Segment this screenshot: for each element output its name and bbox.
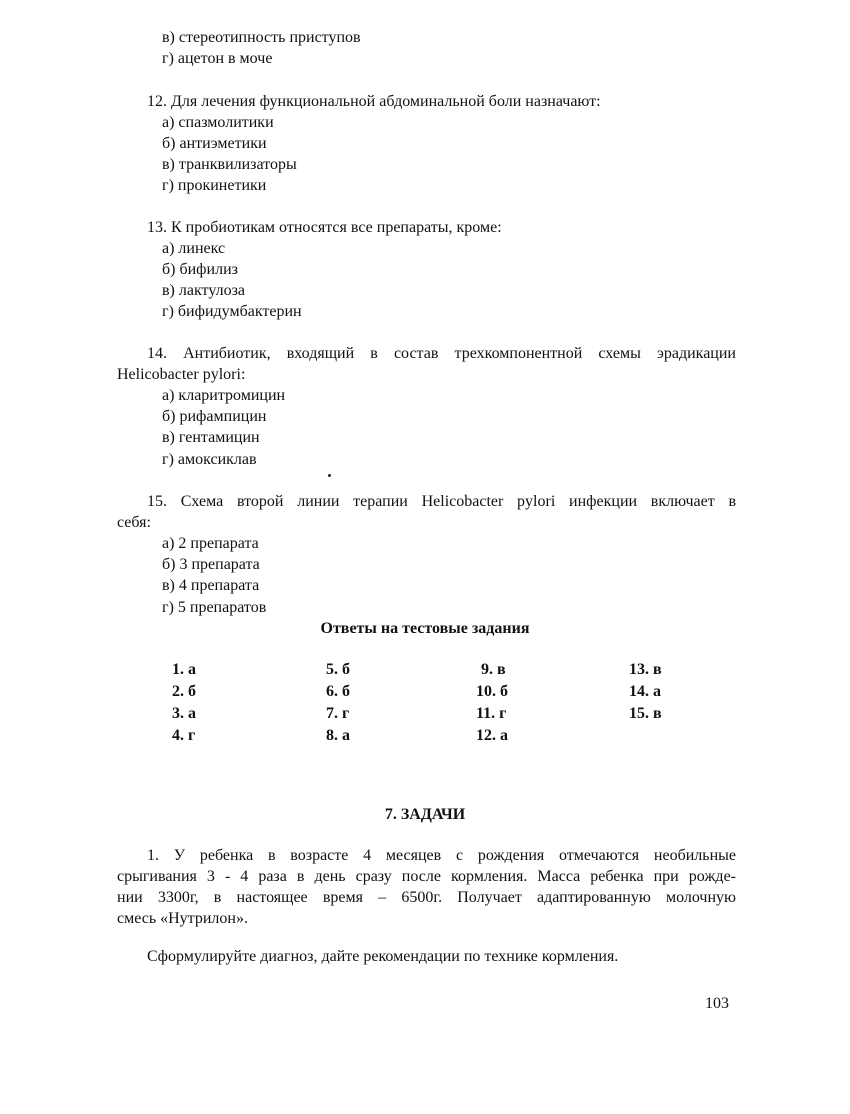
q13-option-g: г) бифидумбактерин bbox=[162, 303, 302, 320]
answer-14: 14. а bbox=[629, 683, 661, 700]
stray-dot bbox=[328, 474, 331, 477]
tasks-heading: 7. ЗАДАЧИ bbox=[384, 806, 466, 823]
q14-option-a: а) кларитромицин bbox=[162, 387, 286, 404]
q14-question-line1: 14. Антибиотик, входящий в состав трехкомпонентной схемы эрадикации bbox=[147, 345, 736, 362]
q15-option-v: в) 4 препарата bbox=[162, 577, 260, 594]
q12-option-b: б) антиэметики bbox=[162, 135, 267, 152]
answer-12: 12. а bbox=[476, 727, 508, 744]
q11-option-g: г) ацетон в моче bbox=[162, 50, 273, 67]
q13-option-v: в) лактулоза bbox=[162, 282, 246, 299]
q12-option-v: в) транквилизаторы bbox=[162, 156, 297, 173]
q13-option-b: б) бифилиз bbox=[162, 261, 238, 278]
q14-option-g: г) амоксиклав bbox=[162, 451, 257, 468]
task1-line2: срыгивания 3 - 4 раза в день сразу после кормления. Масса ребенка при рожде- bbox=[117, 868, 736, 885]
answers-heading: Ответы на тестовые задания bbox=[320, 620, 530, 637]
q15-question-line1: 15. Схема второй линии терапии Helicobacter pylori инфекции включает в bbox=[147, 493, 736, 510]
answer-9: 9. в bbox=[481, 661, 506, 678]
task1-instruction: Сформулируйте диагноз, дайте рекомендации по технике кормления. bbox=[147, 948, 619, 965]
q12-option-a: а) спазмолитики bbox=[162, 114, 274, 131]
answer-4: 4. г bbox=[172, 727, 196, 744]
q14-option-b: б) рифампицин bbox=[162, 408, 267, 425]
q15-option-a: а) 2 препарата bbox=[162, 535, 259, 552]
answer-7: 7. г bbox=[326, 705, 350, 722]
answer-2: 2. б bbox=[172, 683, 196, 700]
q14-option-v: в) гентамицин bbox=[162, 429, 260, 446]
answer-6: 6. б bbox=[326, 683, 350, 700]
answer-15: 15. в bbox=[629, 705, 662, 722]
q13-option-a: а) линекс bbox=[162, 240, 226, 257]
q12-question: 12. Для лечения функциональной абдоминальной боли назначают: bbox=[147, 93, 601, 110]
q14-question-line2: Helicobacter pylori: bbox=[117, 366, 246, 383]
answer-1: 1. а bbox=[172, 661, 196, 678]
q15-question-line2: себя: bbox=[117, 514, 151, 531]
q11-option-v: в) стереотипность приступов bbox=[162, 29, 361, 46]
answer-11: 11. г bbox=[476, 705, 507, 722]
q15-option-g: г) 5 препаратов bbox=[162, 599, 267, 616]
answer-10: 10. б bbox=[476, 683, 508, 700]
q13-question: 13. К пробиотикам относятся все препараты, кроме: bbox=[147, 219, 502, 236]
task1-line3: нии 3300г, в настоящее время – 6500г. Получает адаптированную молочную bbox=[117, 889, 736, 906]
page-number: 103 bbox=[705, 995, 729, 1012]
q12-option-g: г) прокинетики bbox=[162, 177, 267, 194]
q15-option-b: б) 3 препарата bbox=[162, 556, 260, 573]
answer-8: 8. а bbox=[326, 727, 350, 744]
answer-3: 3. а bbox=[172, 705, 196, 722]
task1-line1: 1. У ребенка в возрасте 4 месяцев с рождения отмечаются необильные bbox=[147, 847, 736, 864]
answer-13: 13. в bbox=[629, 661, 662, 678]
answer-5: 5. б bbox=[326, 661, 350, 678]
task1-line4: смесь «Нутрилон». bbox=[117, 910, 248, 927]
